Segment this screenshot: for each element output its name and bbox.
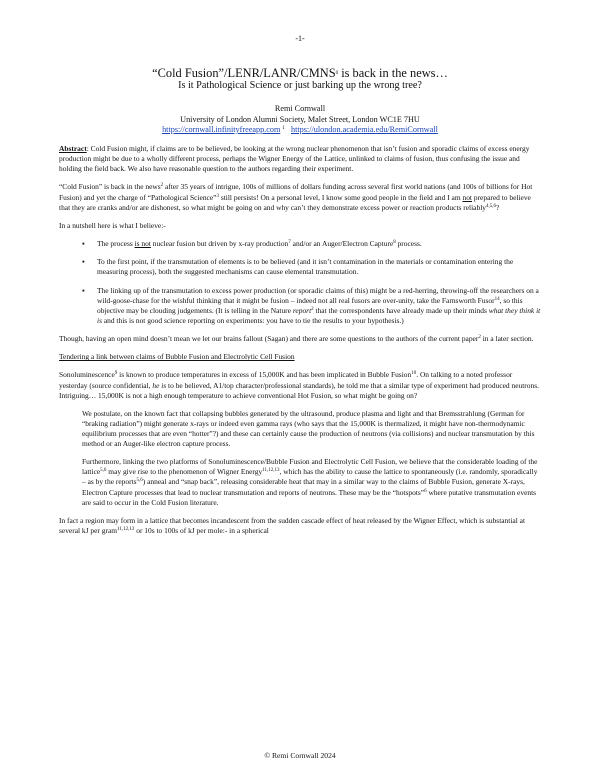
author-name: Remi Cornwall	[274, 104, 326, 113]
ref: 2	[311, 306, 314, 312]
ref: 5,6	[100, 468, 107, 474]
text: “Cold Fusion” is back in the news	[59, 182, 161, 192]
bullet-item	[59, 286, 541, 326]
author-links	[0, 125, 600, 136]
section-heading: Tendering a link between claims of Bubble Fusion and Electrolytic Cell Fusion	[59, 352, 295, 362]
text-underline: not	[462, 192, 472, 202]
ref: 6	[424, 488, 427, 494]
ref: 2	[160, 183, 164, 189]
ref: 11,12,13	[117, 526, 135, 532]
text: The process	[97, 239, 135, 249]
text: after 35 years of intrigue, 100s of millions of dollars funding across several first world nations (and 100s of billions for Hot Fusion) and yet the charge of “Pathological Science”	[59, 182, 533, 202]
paragraph-lattice	[59, 516, 541, 536]
text: is known to produce temperatures in excess of 15,000K and has been implicated in Bubble Fusion	[117, 370, 412, 380]
author-affiliation: University of London Alumni Society, Malet Street, London WC1E 7HU	[180, 114, 420, 124]
text: and this is not good science reporting on experiments: you have to tie the results to your hypothesis.)	[101, 315, 404, 325]
text: that the correspondents have already made up their minds	[313, 305, 489, 315]
ref: 3	[216, 193, 219, 199]
ref: 14	[494, 296, 500, 302]
text: prepared to believe that they are cranks and/or are dishonest, so what might be going on and why can’t they demonstrate excess power or reaction products reliably	[59, 192, 531, 212]
ref: 9	[114, 371, 118, 377]
text: In fact a region may form in a lattice that becomes incandescent from the sudden cascade effect of heat released by the Wigner Effect, which is substantial at several kJ per gram	[59, 515, 526, 535]
text: may give rise to the phenomenon of Wigner Energy	[106, 467, 263, 477]
paragraph-nutshell: In a nutshell here is what I believe:-	[59, 220, 166, 230]
text-italic: what they think it is	[97, 305, 541, 325]
text: Furthermore, linking the two platforms of Sonoluminescence/Bubble Fusion and Electrolytic Cell Fusion, we believe that the considerable loading of the lattice	[82, 457, 538, 477]
abstract-label: Abstract	[59, 144, 87, 153]
text: To the first point, if the transmutation of elements is to be believed (and it isn’t contamination in the materials or contamination entering the measuring process), both the suggested mechanisms can cause elemental transmutation.	[97, 257, 514, 277]
text: or 10s to 100s of kJ per mole:- in a spherical	[134, 525, 269, 535]
abstract	[59, 144, 541, 174]
ref: 2	[478, 334, 481, 340]
ref: 11,12,13	[262, 468, 280, 474]
website-link[interactable]: https://cornwall.infinityfreeapp.com	[162, 125, 281, 134]
text: , which has the ability to cause the lattice to spontaneously (i.e. randomly, sporadically – as by the reports	[82, 467, 538, 487]
paragraph-sonoluminescence	[59, 370, 541, 400]
bullet-icon: ▪	[82, 257, 85, 267]
author-block	[0, 104, 600, 136]
page-number: -1-	[295, 34, 305, 43]
paper-body	[59, 144, 541, 544]
paragraph-postulate: We postulate, on the known fact that collapsing bubbles generated by the ultrasound, produce plasma and light and that Bremsstrahlung (German for “braking radiation”) might generate x-rays or indeed even gamma rays (who says that the 15,000K is thermalized, it might have non-thermodynamic equilibrium processes that are even “hotter”?) and these can certainly cause the production of neutrons (via collisions) and nuclear transmutation by this method or an Auger-like electron capture process.	[82, 408, 535, 449]
text: . On talking to a noted professor yesterday (source confidential,	[59, 370, 513, 390]
footer-copyright: © Remi Cornwall 2024	[264, 751, 336, 760]
paragraph-questions	[59, 334, 541, 344]
ref: 10	[411, 371, 417, 377]
ref: 7	[288, 240, 291, 246]
paragraph-furthermore	[59, 457, 541, 507]
text: The linking up of the transmutation to excess power production (or sporadic claims of this) might be a red-herring, throwing-off the researchers on a wild-goose-chase for the wishful thinking that it might be fusion – indeed not all real fusors are over-unity, take the Farnsworth Fusor	[97, 285, 539, 305]
title-prefix: “Cold Fusion”/LENR/LANR/CMNS	[152, 66, 336, 80]
abstract-text: : Cold Fusion might, if claims are to be believed, be looking at the wrong nuclear phenomenon that isn’t fusion and sporadic claims of excess energy production might be due to a wholly different process, perhaps the Wigner Energy of the Lattice, unlinked to claims of fusion, thus confusing the issue and holding the field back. We also have reasonable question to the authors regarding their experiment.	[59, 144, 530, 174]
text: where putative transmutation events are said to occur in the Cold Fusion literature.	[82, 487, 537, 507]
title-suffix: is back in the news…	[338, 66, 448, 80]
text: ) anneal and “snap back”, releasing considerable heat that may in a similar way to the claims of Bubble Fusion, generate X-rays, Electron Capture processes that lead to nuclear transmutation and reports of neutrons. These may be the “hotspots”	[82, 477, 525, 497]
text: ?	[495, 202, 500, 212]
title-sup: 0	[335, 71, 339, 76]
bullet-item	[59, 257, 541, 277]
bullet-item	[59, 239, 541, 249]
text: still persists! On a personal level, I know some good people in the field and I am	[218, 192, 463, 202]
text-underline: is not	[134, 239, 151, 249]
text: process.	[395, 239, 422, 249]
text: to be believed, A1/top character/professional standards), he told me that a similar type of experiment had produced neutrons. Intriguing… 15,000K is not a high enough temperature to achieve conventional Hot Fusion, so what might be going on?	[59, 380, 539, 400]
text: and/or an Auger/Electron Capture	[290, 239, 394, 249]
bullet-icon: ▪	[82, 239, 85, 249]
text-italic: he is	[152, 380, 167, 390]
paper-title	[0, 66, 600, 80]
text-italic: report	[292, 305, 312, 315]
link1-sup: 1	[282, 126, 285, 131]
ref: 5,6	[136, 478, 143, 484]
ref: 4,5,6	[485, 203, 496, 209]
text: Sonoluminescence	[59, 370, 115, 380]
paper-subtitle: Is it Pathological Science or just barking up the wrong tree?	[178, 80, 422, 91]
text: Though, having an open mind doesn’t mean we let our brains fallout (Sagan) and there are some questions to the authors of the current paper	[59, 333, 479, 343]
text: , so this objective may be clouding judgements. (It is telling in the Nature	[97, 295, 523, 315]
bullet-icon: ▪	[82, 285, 85, 295]
text: in a later section.	[480, 333, 534, 343]
text: nuclear fusion but driven by x-ray production	[150, 239, 289, 249]
academia-link[interactable]: https://ulondon.academia.edu/RemiCornwall	[291, 125, 438, 134]
ref: 8	[393, 240, 396, 246]
paragraph-intro	[59, 182, 541, 212]
